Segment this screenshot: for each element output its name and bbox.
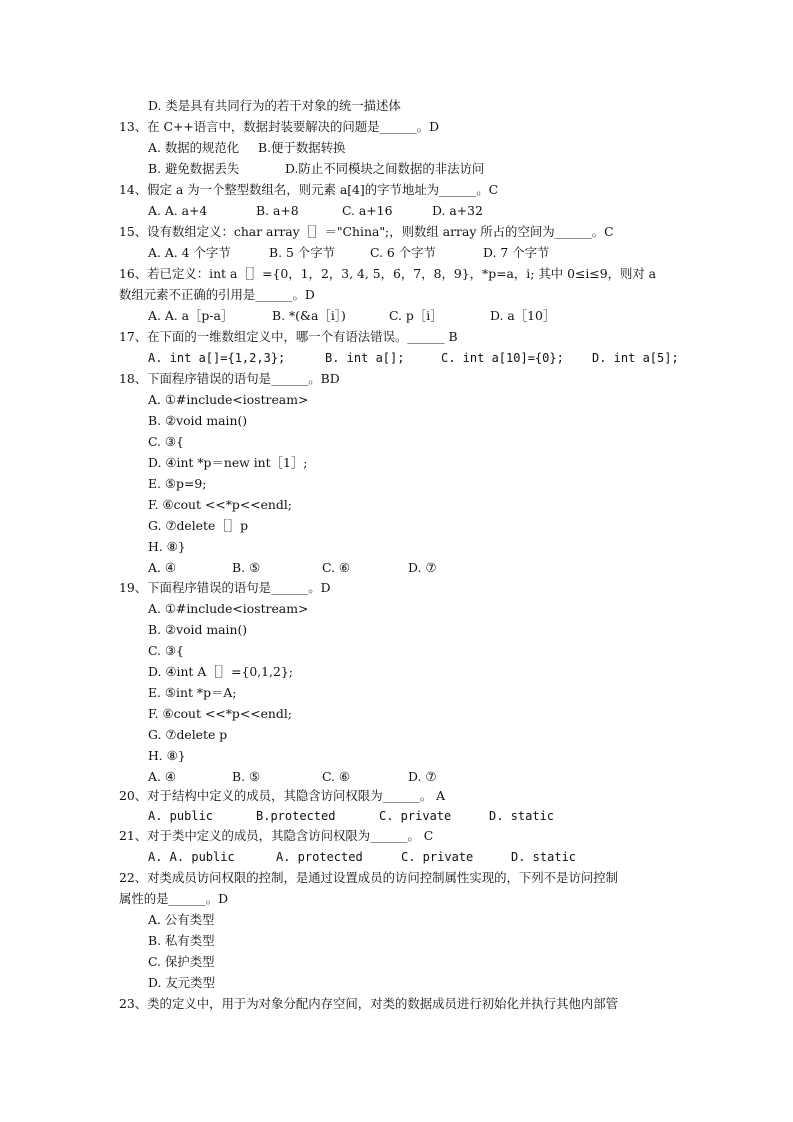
question-18-code-line: A. ①#include<iostream> xyxy=(148,392,309,407)
answer-b: B. ⑤ xyxy=(232,769,261,784)
question-19-code-line: C. ③{ xyxy=(148,643,184,658)
question-18-code-line: C. ③{ xyxy=(148,434,184,449)
question-17-stem: 17、在下面的一维数组定义中，哪一个有语法错误。______ B xyxy=(119,329,458,344)
question-21-options xyxy=(148,849,576,867)
question-18-code-line: H. ⑧} xyxy=(148,539,186,554)
question-18-answers xyxy=(148,560,436,578)
option-b: B.便于数据转换 xyxy=(258,140,346,155)
question-18-code-line: G. ⑦delete［］p xyxy=(148,518,249,533)
question-18-code-line: B. ②void main() xyxy=(148,413,248,428)
question-19-code-line: D. ④int A［］={0,1,2}; xyxy=(148,664,293,679)
option-a: A. A. a+4 xyxy=(148,203,208,218)
question-15-options xyxy=(148,245,549,263)
question-19-code-line: F. ⑥cout <<*p<<endl; xyxy=(148,706,292,721)
answer-d: D. ⑦ xyxy=(408,560,437,575)
question-22-option: B. 私有类型 xyxy=(148,933,215,948)
question-19-code-line: H. ⑧} xyxy=(148,748,186,763)
question-19-code-line: B. ②void main() xyxy=(148,622,248,637)
option-b: B. 5 个字节 xyxy=(269,245,335,260)
question-13-options-row2 xyxy=(148,161,484,179)
option-d: D. static xyxy=(489,809,555,823)
option-a: A. A. a［p-a］ xyxy=(148,308,234,323)
option-b: B. *(&a［i］) xyxy=(272,308,346,323)
option-a: A. public xyxy=(148,809,214,823)
option-d: D. 7 个字节 xyxy=(483,245,550,260)
option-a: A. A. public xyxy=(148,850,235,864)
question-13-options-row1 xyxy=(148,140,345,158)
answer-d: D. ⑦ xyxy=(408,769,437,784)
option-b: B. a+8 xyxy=(256,203,299,218)
question-16-stem-line2: 数组元素不正确的引用是______。D xyxy=(119,287,315,302)
previous-question-option-d: D. 类是具有共同行为的若干对象的统一描述体 xyxy=(148,98,401,113)
option-c: C. a+16 xyxy=(342,203,393,218)
answer-b: B. ⑤ xyxy=(232,560,261,575)
option-a: A. A. 4 个字节 xyxy=(148,245,231,260)
question-23-stem-line1: 23、类的定义中，用于为对象分配内存空间，对类的数据成员进行初始化并执行其他内部管 xyxy=(119,996,619,1011)
question-18-code-line: F. ⑥cout <<*p<<endl; xyxy=(148,497,292,512)
question-15-stem: 15、设有数组定义：char array［］＝"China";，则数组 array 所占的空间为______。C xyxy=(119,224,614,239)
option-d: D. static xyxy=(511,850,577,864)
question-20-options xyxy=(148,808,554,826)
option-c: C. 6 个字节 xyxy=(370,245,436,260)
option-b: A. protected xyxy=(276,850,363,864)
answer-c: C. ⑥ xyxy=(322,769,351,784)
option-d: D. a［10］ xyxy=(490,308,556,323)
question-19-answers xyxy=(148,769,436,787)
option-c: C. private xyxy=(401,850,474,864)
answer-a: A. ④ xyxy=(148,560,176,575)
option-d: D. a+32 xyxy=(432,203,483,218)
option-b: B. int a[]; xyxy=(325,351,405,365)
option-a: A. 数据的规范化 xyxy=(148,140,240,155)
question-22-stem-line1: 22、对类成员访问权限的控制，是通过设置成员的访问控制属性实现的，下列不是访问控制 xyxy=(119,870,619,885)
question-18-code-line: D. ④int *p＝new int［1］; xyxy=(148,455,308,470)
question-16-stem-line1: 16、若已定义：int a［］={0，1，2，3, 4, 5，6，7，8，9}，*p=a，i; 其中 0≤i≤9，则对 a xyxy=(119,266,657,281)
answer-c: C. ⑥ xyxy=(322,560,351,575)
question-19-code-line: E. ⑤int *p＝A; xyxy=(148,685,237,700)
answer-a: A. ④ xyxy=(148,769,176,784)
question-13-stem: 13、在 C++语言中，数据封装要解决的问题是______。D xyxy=(119,119,440,134)
option-d: D.防止不同模块之间数据的非法访问 xyxy=(285,161,485,176)
question-18-code-line: E. ⑤p=9; xyxy=(148,476,207,491)
option-b: B.protected xyxy=(256,809,336,823)
question-17-options xyxy=(148,350,679,368)
question-22-option: D. 友元类型 xyxy=(148,975,215,990)
option-a: A. int a[]={1,2,3}; xyxy=(148,351,286,365)
option-c: C. private xyxy=(379,809,452,823)
question-22-option: A. 公有类型 xyxy=(148,912,215,927)
question-20-stem: 20、对于结构中定义的成员，其隐含访问权限为______。 A xyxy=(119,788,446,803)
question-18-stem: 18、下面程序错误的语句是______。BD xyxy=(119,371,340,386)
option-d: D. int a[5]; xyxy=(592,351,679,365)
question-14-options xyxy=(148,203,483,221)
question-19-code-line: G. ⑦delete p xyxy=(148,727,228,742)
option-c: B. 避免数据丢失 xyxy=(148,161,240,176)
question-21-stem: 21、对于类中定义的成员，其隐含访问权限为______。 C xyxy=(119,828,434,843)
question-14-stem: 14、假定 a 为一个整型数组名，则元素 a[4]的字节地址为______。C xyxy=(119,182,499,197)
question-19-stem: 19、下面程序错误的语句是______。D xyxy=(119,580,331,595)
option-c: C. int a[10]={0}; xyxy=(441,351,564,365)
option-c: C. p［i］ xyxy=(389,308,443,323)
question-19-code-line: A. ①#include<iostream> xyxy=(148,601,309,616)
question-22-option: C. 保护类型 xyxy=(148,954,215,969)
question-22-stem-line2: 属性的是______。D xyxy=(119,891,229,906)
question-16-options xyxy=(148,308,555,326)
